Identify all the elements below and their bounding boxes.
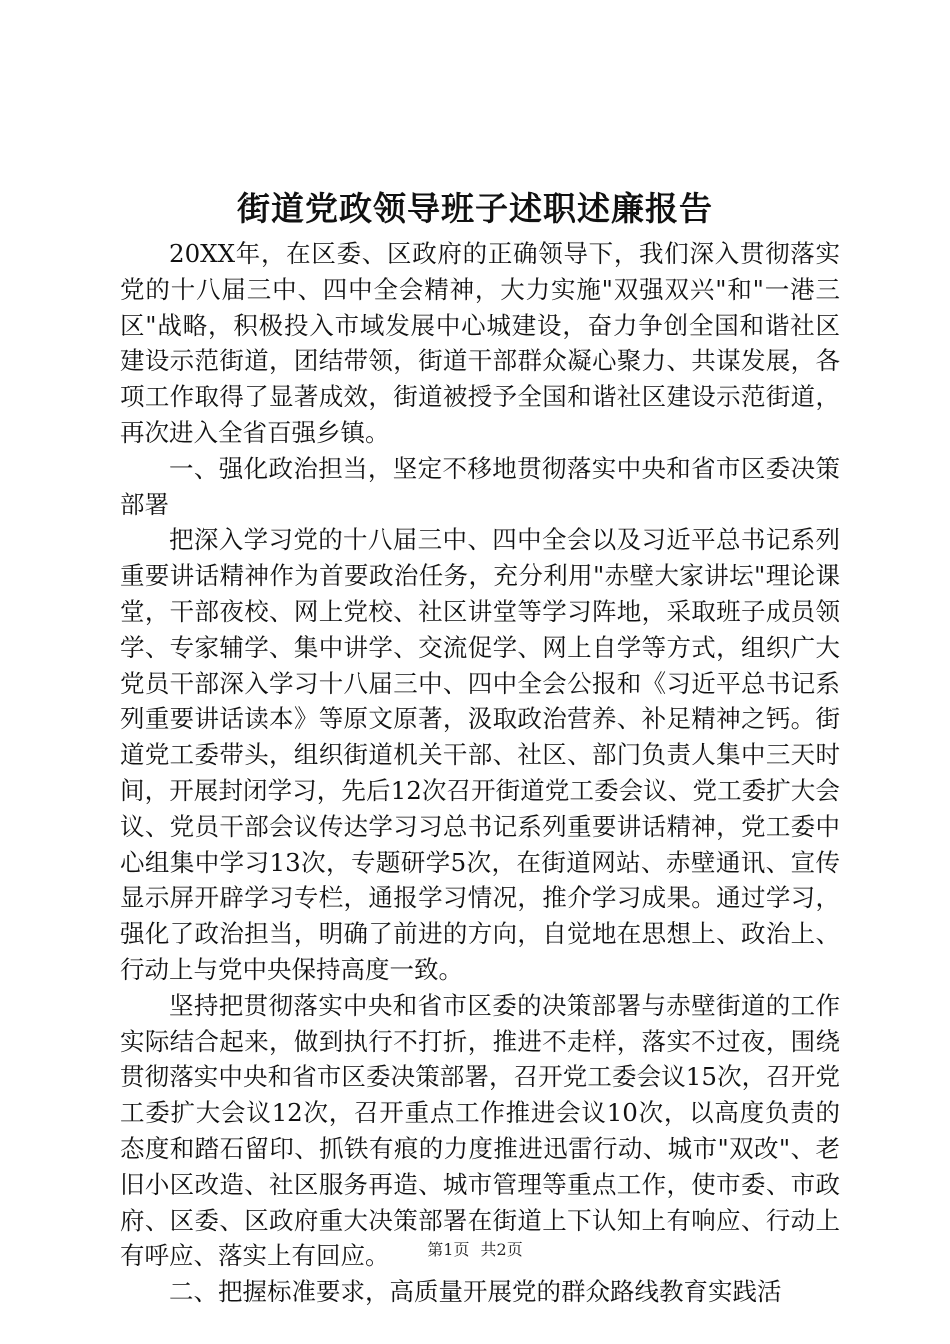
page-total: 共2页 xyxy=(480,1240,523,1259)
document-title: 街道党政领导班子述职述廉报告 xyxy=(237,189,713,228)
body-paragraph: 把深入学习党的十八届三中、四中全会以及习近平总书记系列重要讲话精神作为首要政治任务，充分利用"赤壁大家讲坛"理论课堂，干部夜校、网上党校、社区讲堂等学习阵地，采取班子成员领学、专家辅学、集中讲学、交流促学、网上自学等方式，组织广大党员干部深入学习十八届三中、四中全会公报和《习近平总书记系列重要讲话读本》等原文原著，汲取政治营养、补足精神之钙。街道党工委带头，组织街道机关干部、社区、部门负责人集中三天时间，开展封闭学习，先后12次召开街道党工委会议、党工委扩大会议、党员干部会议传达学习习总书记系列重要讲话精神，党工委中心组集中学习13次，专题研学5次，在街道网站、赤壁通讯、宣传显示屏开辟学习专栏，通报学习情况，推介学习成果。通过学习，强化了政治担当，明确了前进的方向，自觉地在思想上、政治上、行动上与党中央保持高度一致。 xyxy=(120,525,840,984)
document-body xyxy=(120,236,840,1310)
intro-paragraph: 20XX年，在区委、区政府的正确领导下，我们深入贯彻落实党的十八届三中、四中全会精神，大力实施"双强双兴"和"一港三区"战略，积极投入市域发展中心城建设，奋力争创全国和谐社区建设示范街道，团结带领，街道干部群众凝心聚力、共谋发展，各项工作取得了显著成效，街道被授予全国和谐社区建设示范街道，再次进入全省百强乡镇。 xyxy=(120,239,840,447)
section-heading-2: 二、把握标准要求，高质量开展党的群众路线教育实践活 xyxy=(169,1277,782,1307)
page-number: 第1页 xyxy=(427,1240,470,1259)
section-heading-1: 一、强化政治担当，坚定不移地贯彻落实中央和省市区委决策部署 xyxy=(120,453,840,519)
body-paragraph: 坚持把贯彻落实中央和省市区委的决策部署与赤壁街道的工作实际结合起来，做到执行不打折，推进不走样，落实不过夜，围绕贯彻落实中央和省市区委决策部署，召开党工委会议15次，召开党工委扩大会议12次，召开重点工作推进会议10次，以高度负责的态度和踏石留印、抓铁有痕的力度推进迅雷行动、城市"双改"、老旧小区改造、社区服务再造、城市管理等重点工作，使市委、市政府、区委、区政府重大决策部署在街道上下认知上有响应、行动上有呼应、落实上有回应。 xyxy=(120,990,840,1271)
page-footer xyxy=(0,1238,950,1262)
